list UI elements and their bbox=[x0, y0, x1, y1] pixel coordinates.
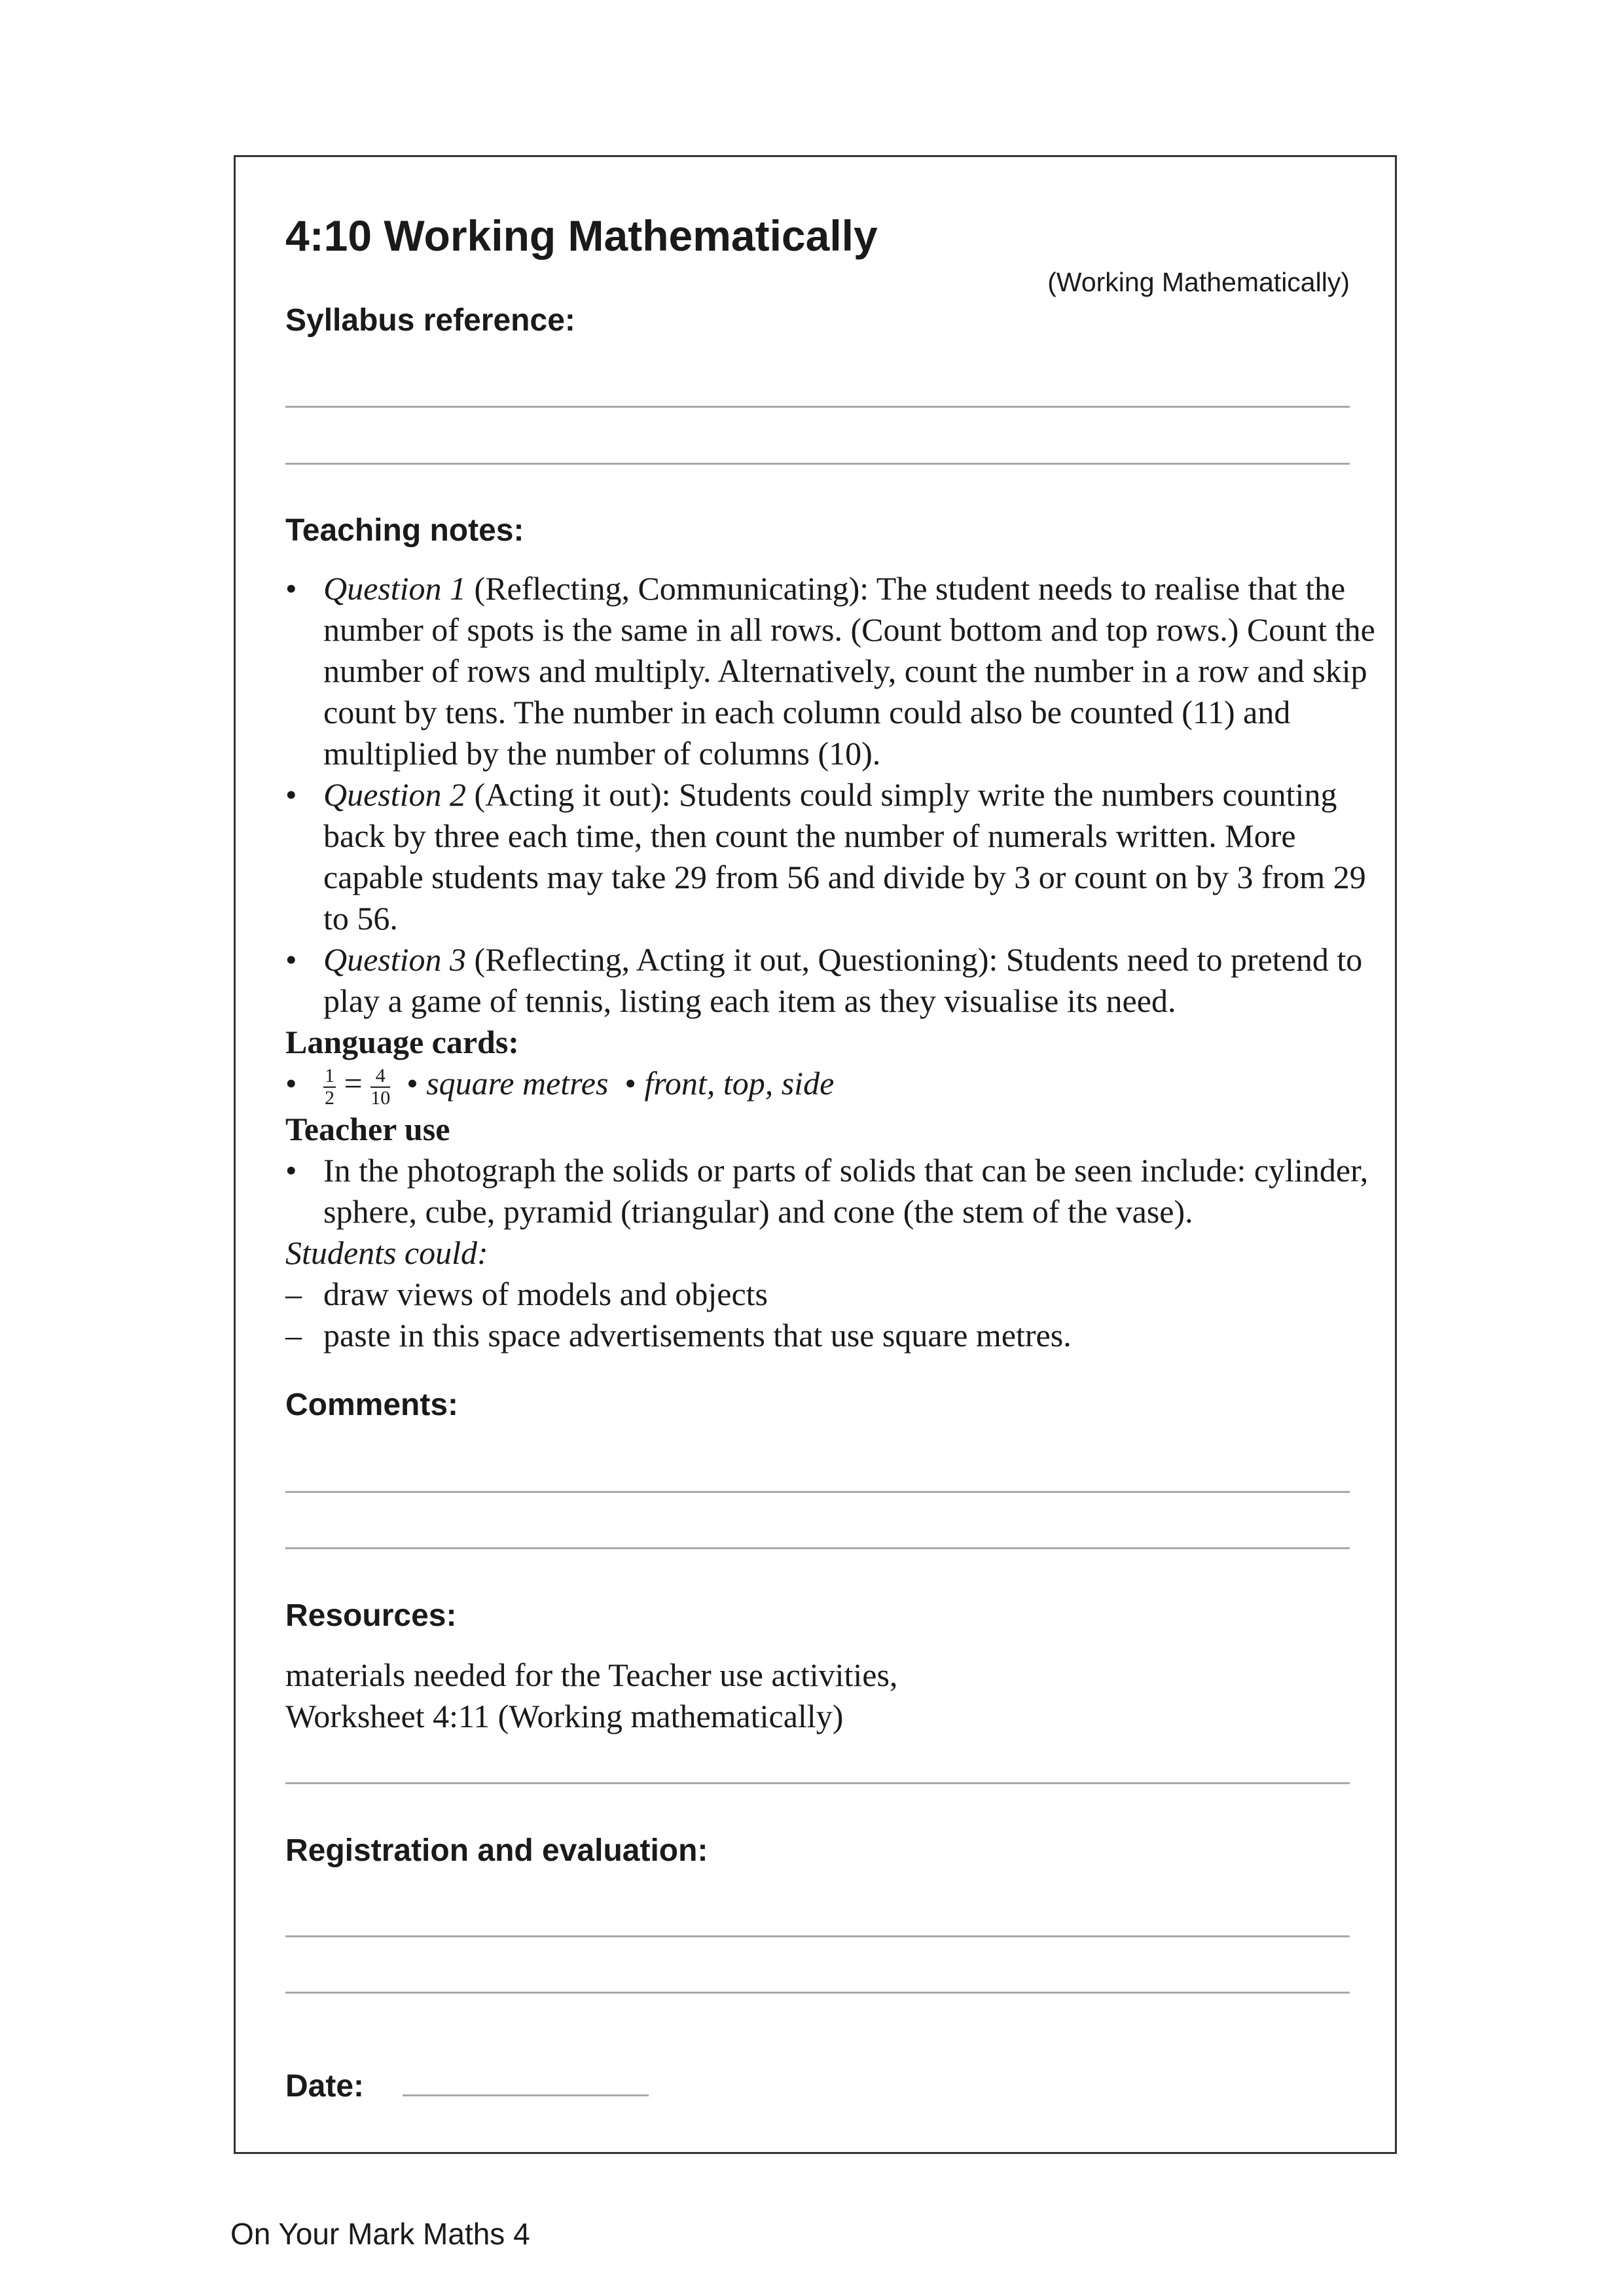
card-square-metres: square metres bbox=[426, 1065, 609, 1102]
resources-line-1: materials needed for the Teacher use activities, bbox=[285, 1657, 898, 1693]
date-label: Date: bbox=[285, 2069, 365, 2104]
students-could-item-1 bbox=[285, 1274, 1385, 1315]
resources-line-2: Worksheet 4:11 (Working mathematically) bbox=[285, 1698, 844, 1734]
teacher-use-item bbox=[285, 1150, 1385, 1232]
resources-line bbox=[285, 1782, 1350, 1784]
syllabus-line-2 bbox=[285, 463, 1350, 465]
resources-heading: Resources: bbox=[285, 1598, 457, 1633]
bullet-icon: • bbox=[285, 570, 297, 607]
teaching-notes-heading: Teaching notes: bbox=[285, 513, 524, 548]
question-2-note bbox=[285, 774, 1385, 939]
question-2-text: (Acting it out): Students could simply write the numbers counting back by three each time, then count the number of numerals written. More capable students may take 29 from 56 and divide by 3 or count on by 3 from 29 to 56. bbox=[323, 776, 1366, 937]
syllabus-line-1 bbox=[285, 406, 1350, 408]
card-front-top-side: front, top, side bbox=[644, 1065, 835, 1102]
registration-line-1 bbox=[285, 1935, 1350, 1937]
fraction-four-tenths bbox=[370, 1066, 390, 1109]
resources-body bbox=[285, 1655, 1333, 1737]
fraction-denominator: 2 bbox=[325, 1086, 334, 1109]
bullet-icon: • bbox=[285, 1065, 297, 1102]
comments-line-2 bbox=[285, 1547, 1350, 1549]
bullet-icon: • bbox=[285, 1151, 297, 1189]
registration-heading: Registration and evaluation: bbox=[285, 1833, 708, 1868]
students-could-text-2: paste in this space advertisements that use square metres. bbox=[323, 1316, 1072, 1354]
question-1-note bbox=[285, 568, 1385, 774]
dash-icon: – bbox=[285, 1316, 302, 1354]
footer-book-title: On Your Mark Maths 4 bbox=[230, 2217, 530, 2251]
question-3-text: (Reflecting, Acting it out, Questioning): Students need to pretend to play a game of tennis, listing each item as they visualise its need. bbox=[323, 941, 1363, 1019]
dash-icon: – bbox=[285, 1275, 302, 1312]
question-1-text: (Reflecting, Communicating): The student needs to realise that the number of spots is the same in all rows. (Count bottom and top rows.) Count the number of rows and multiply. Alternatively, count the number in a row and skip count by tens. The number in each column could also be counted (11) and multiplied by the number of columns (10). bbox=[323, 570, 1375, 772]
comments-line-1 bbox=[285, 1491, 1350, 1493]
students-could-label: Students could: bbox=[285, 1234, 488, 1271]
question-1-label: Question 1 bbox=[323, 570, 467, 607]
question-3-note bbox=[285, 939, 1385, 1022]
bullet-icon: • bbox=[285, 941, 297, 978]
language-cards-list: • $\frac{1}{2}$ = $\frac{4}{10}$ • square metres • front, top, side bbox=[285, 1063, 1385, 1109]
fraction-numerator: 1 bbox=[325, 1064, 334, 1086]
students-could-text-1: draw views of models and objects bbox=[323, 1275, 768, 1312]
teacher-use-text: In the photograph the solids or parts of solids that can be seen include: cylinder, sphere, cube, pyramid (triangular) and cone (the stem of the vase). bbox=[323, 1151, 1369, 1230]
question-3-label: Question 3 bbox=[323, 941, 467, 978]
strand-label: (Working Mathematically) bbox=[1047, 267, 1350, 297]
registration-line-2 bbox=[285, 1992, 1350, 1994]
fraction-one-half bbox=[323, 1066, 336, 1109]
page-title: 4:10 Working Mathematically bbox=[285, 211, 878, 260]
fraction-numerator: 4 bbox=[370, 1066, 390, 1088]
teaching-notes-body bbox=[285, 568, 1385, 1356]
date-field-line[interactable] bbox=[403, 2094, 649, 2096]
bullet-icon: • bbox=[285, 776, 297, 813]
language-cards-heading: Language cards: bbox=[285, 1024, 519, 1060]
question-2-label: Question 2 bbox=[323, 776, 467, 813]
fraction-denominator: 10 bbox=[370, 1086, 391, 1109]
teacher-use-heading: Teacher use bbox=[285, 1110, 450, 1147]
syllabus-heading: Syllabus reference: bbox=[285, 303, 575, 338]
comments-heading: Comments: bbox=[285, 1388, 459, 1422]
students-could-item-2 bbox=[285, 1315, 1385, 1356]
equals-sign: = bbox=[344, 1065, 363, 1102]
